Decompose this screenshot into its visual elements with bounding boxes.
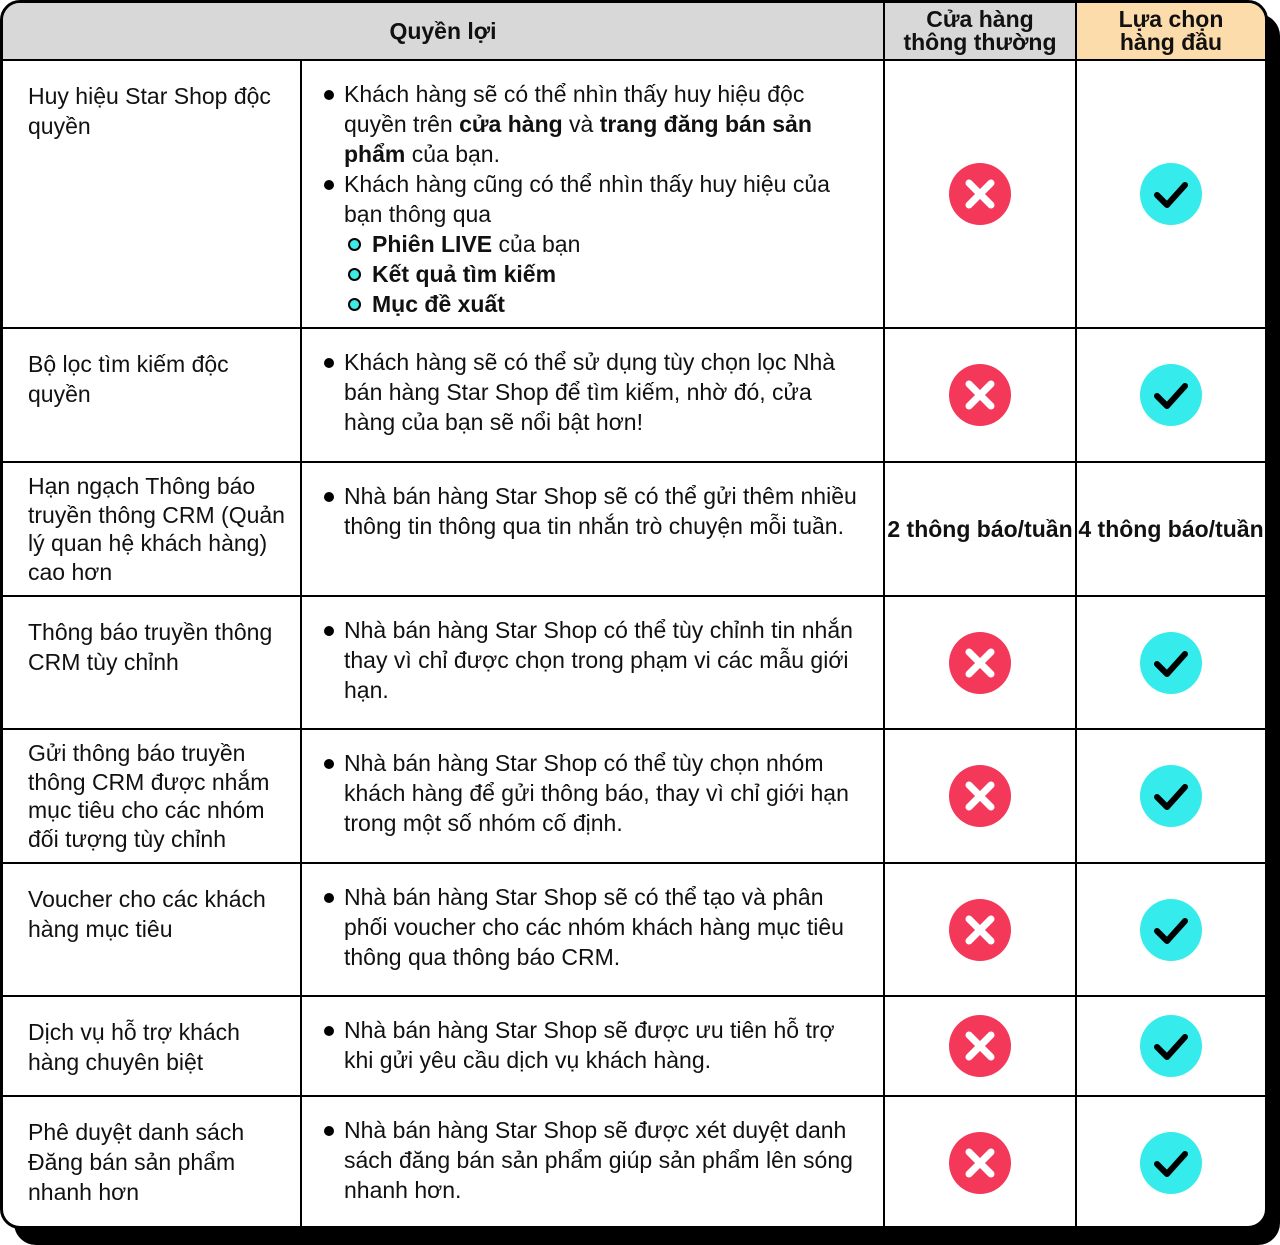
benefit-name: Huy hiệu Star Shop độc quyền <box>3 60 301 328</box>
table-row <box>3 863 1265 996</box>
benefit-name: Thông báo truyền thông CRM tùy chỉnh <box>3 596 301 729</box>
table-row <box>3 596 1265 729</box>
regular-shop-cell <box>884 596 1076 729</box>
regular-shop-cell <box>884 863 1076 996</box>
table-row <box>3 328 1265 462</box>
description-bullet <box>322 882 869 972</box>
benefit-description <box>301 60 884 328</box>
table-row <box>3 462 1265 596</box>
check-icon <box>1140 163 1202 225</box>
benefit-description <box>301 996 884 1096</box>
top-choice-cell <box>1076 1096 1265 1228</box>
top-choice-cell <box>1076 863 1265 996</box>
benefit-description <box>301 863 884 996</box>
check-icon <box>1140 364 1202 426</box>
benefit-name: Dịch vụ hỗ trợ khách hàng chuyên biệt <box>3 996 301 1096</box>
table-row <box>3 1096 1265 1228</box>
regular-shop-cell <box>884 60 1076 328</box>
description-bullet <box>322 169 869 319</box>
description-bullet <box>322 481 869 541</box>
sub-bullet-rest: của bạn <box>492 231 581 257</box>
x-icon <box>949 1132 1011 1194</box>
regular-shop-column-header: Cửa hàng thông thường <box>884 3 1076 60</box>
description-text: và <box>562 111 600 137</box>
regular-shop-cell <box>884 328 1076 462</box>
x-icon <box>949 1015 1011 1077</box>
check-icon <box>1140 632 1202 694</box>
benefit-name: Hạn ngạch Thông báo truyền thông CRM (Quản lý quan hệ khách hàng) cao hơn <box>3 462 301 596</box>
description-text: Nhà bán hàng Star Shop sẽ có thể tạo và phân phối voucher cho các nhóm khách hàng mục tiêu thông qua thông báo CRM. <box>344 884 844 970</box>
top-choice-cell <box>1076 996 1265 1096</box>
quota-text: 2 thông báo/tuần <box>887 516 1073 542</box>
rights-column-header: Quyền lợi <box>3 3 884 60</box>
check-icon <box>1140 1132 1202 1194</box>
description-text: Nhà bán hàng Star Shop sẽ có thể gửi thêm nhiều thông tin thông qua tin nhắn trò chuyện mỗi tuần. <box>344 483 857 539</box>
sub-bullet-bold: Kết quả tìm kiếm <box>372 261 557 287</box>
regular-shop-cell <box>884 729 1076 863</box>
description-bullet <box>322 1015 869 1075</box>
description-text: Nhà bán hàng Star Shop sẽ được ưu tiên hỗ trợ khi gửi yêu cầu dịch vụ khách hàng. <box>344 1017 835 1073</box>
check-icon <box>1140 1015 1202 1077</box>
top-choice-cell <box>1076 462 1265 596</box>
regular-shop-cell <box>884 996 1076 1096</box>
top-choice-cell <box>1076 60 1265 328</box>
description-bullet <box>322 748 869 838</box>
top-choice-column-header: Lựa chọn hàng đầu <box>1076 3 1265 60</box>
description-text: Nhà bán hàng Star Shop có thể tùy chọn nhóm khách hàng để gửi thông báo, thay vì chỉ giới hạn trong một số nhóm cố định. <box>344 750 849 836</box>
check-icon <box>1140 899 1202 961</box>
description-bullet <box>322 79 869 169</box>
description-bullet <box>322 1115 869 1205</box>
sub-bullet <box>344 229 869 259</box>
benefit-name: Bộ lọc tìm kiếm độc quyền <box>3 328 301 462</box>
benefit-description <box>301 328 884 462</box>
highlighted-text: trang đăng bán sản phẩm <box>344 111 812 167</box>
benefit-description <box>301 1096 884 1228</box>
sub-bullet <box>344 289 869 319</box>
description-bullet <box>322 347 869 437</box>
description-text: Nhà bán hàng Star Shop sẽ được xét duyệt danh sách đăng bán sản phẩm giúp sản phẩm lên sóng nhanh hơn. <box>344 1117 853 1203</box>
check-icon <box>1140 765 1202 827</box>
sub-bullet-bold: Mục đề xuất <box>372 291 505 317</box>
top-choice-cell <box>1076 328 1265 462</box>
highlighted-text: cửa hàng <box>459 111 563 137</box>
x-icon <box>949 765 1011 827</box>
description-text: Khách hàng sẽ có thể sử dụng tùy chọn lọc Nhà bán hàng Star Shop để tìm kiếm, nhờ đó, cửa hàng của bạn sẽ nổi bật hơn! <box>344 349 836 435</box>
top-choice-cell <box>1076 596 1265 729</box>
top-choice-cell <box>1076 729 1265 863</box>
x-icon <box>949 632 1011 694</box>
x-icon <box>949 899 1011 961</box>
benefit-name: Gửi thông báo truyền thông CRM được nhắm mục tiêu cho các nhóm đối tượng tùy chỉnh <box>3 729 301 863</box>
benefit-description <box>301 462 884 596</box>
table-header-row <box>3 3 1265 60</box>
table-row <box>3 729 1265 863</box>
quota-text: 4 thông báo/tuần <box>1078 516 1264 542</box>
sub-bullet-bold: Phiên LIVE <box>372 231 493 257</box>
benefit-description <box>301 596 884 729</box>
benefit-description <box>301 729 884 863</box>
description-text: Khách hàng cũng có thể nhìn thấy huy hiệu của bạn thông qua <box>344 171 830 227</box>
regular-shop-cell <box>884 462 1076 596</box>
benefits-table <box>3 3 1265 1228</box>
regular-shop-cell <box>884 1096 1076 1228</box>
x-icon <box>949 163 1011 225</box>
description-bullet <box>322 615 869 705</box>
table-row <box>3 60 1265 328</box>
description-text: Nhà bán hàng Star Shop có thể tùy chỉnh tin nhắn thay vì chỉ được chọn trong phạm vi các mẫu giới hạn. <box>344 617 853 703</box>
benefit-name: Phê duyệt danh sách Đăng bán sản phẩm nhanh hơn <box>3 1096 301 1228</box>
benefit-name: Voucher cho các khách hàng mục tiêu <box>3 863 301 996</box>
description-text: của bạn. <box>405 141 500 167</box>
description-text: Khách hàng sẽ có thể nhìn thấy huy hiệu độc quyền trên <box>344 81 805 137</box>
table-row <box>3 996 1265 1096</box>
x-icon <box>949 364 1011 426</box>
sub-bullet <box>344 259 869 289</box>
